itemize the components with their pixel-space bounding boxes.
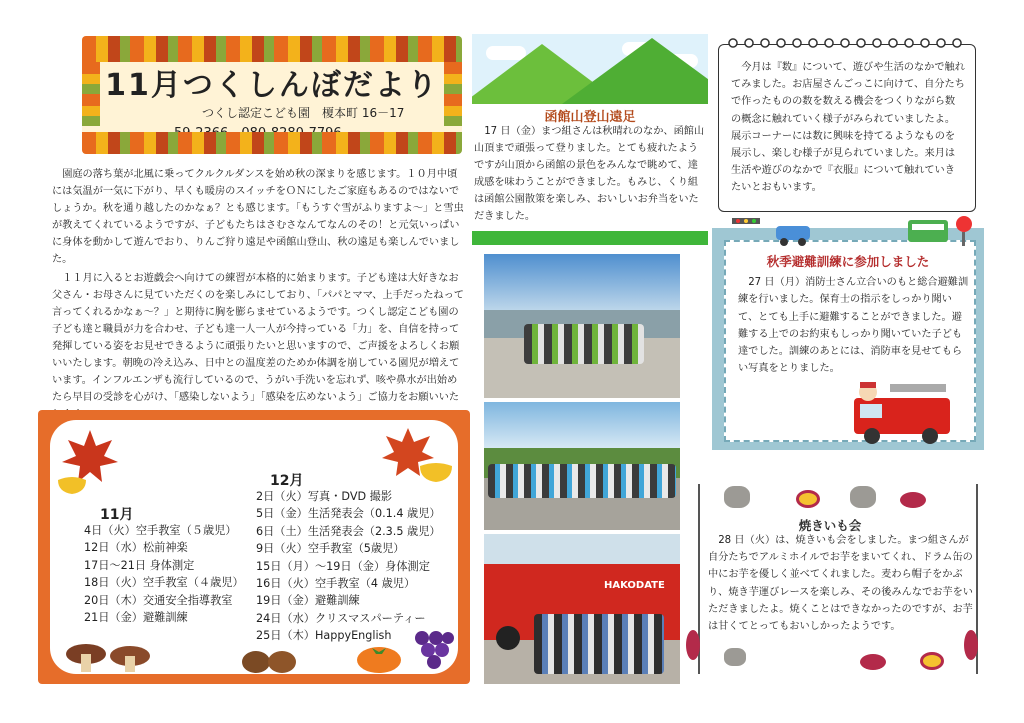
photo-fire-truck	[484, 534, 680, 684]
sweet-potato-icon	[900, 492, 926, 508]
green-divider	[472, 231, 708, 245]
sweet-potato-icon	[686, 630, 700, 660]
calendar-item: 19日（金）避難訓練	[256, 594, 360, 608]
evacuation-paragraph: 27 日（月）消防士さん立合いのもと総合避難訓練を行いました。保育士の指示をしっかり聞いて、とても上手に避難することができました。避難する上でのお約束もしっかり聞いていた子ども達でした。訓練のあとには、消防車を見せてもらい写真をとりました。	[738, 277, 969, 375]
calendar-item: 16日（火）空手教室（4 歳児）	[256, 577, 416, 591]
mushroom-icon	[64, 642, 154, 674]
november-events	[84, 522, 244, 626]
evacuation-title: 秋季避難訓練に参加しました	[766, 254, 930, 269]
calendar-inner	[50, 420, 458, 674]
mountain-banner	[472, 34, 708, 104]
ginkgo-leaf-icon	[54, 474, 90, 510]
main-paragraph-1: 園庭の落ち葉が北風に乗ってクルクルダンスを始め秋の深まりを感じます。１０月中頃には気温が一気に下がり、早くも暖房のスイッチをＯＮにしたご家庭もあるのではないでしょうか。秋を通り越したのかなぁ？とも感じます。「もうすぐ雪がふりますよ～」と雪虫が教えてくれているようですが、子どもたちはさむさなんてなんのその！と元気いっぱいに身体を動かして遊んでおり、りんご狩り遠足や函館山登山、秋の遠足も楽しんでいました。	[52, 169, 464, 265]
sweet-potato-title: 焼きいも会	[798, 518, 862, 533]
fire-truck-label: HAKODATE	[604, 580, 665, 591]
sweet-potato-icon	[860, 654, 886, 670]
calendar-item: 6日（土）生活発表会（2.3.5 歳児）	[256, 524, 441, 538]
calendar-item: 18日（火）空手教室（４歳児）	[84, 576, 244, 590]
grapes-icon	[410, 624, 454, 674]
hakodate-title: 函館山登山遠足	[544, 110, 636, 125]
persimmon-icon	[354, 642, 404, 674]
event-calendar	[38, 410, 470, 684]
evacuation-panel	[712, 228, 984, 450]
calendar-item: 24日（水）クリスマスパーティー	[256, 611, 426, 625]
photo-mountain-summit	[484, 254, 680, 398]
photo-group-park	[484, 402, 680, 530]
newsletter-title: 11月つくしんぼだより	[105, 68, 439, 103]
chestnut-icon	[240, 646, 300, 674]
autumn-leaves-border-top	[82, 36, 462, 62]
calendar-item: 25日（木）HappyEnglish	[256, 629, 392, 643]
sweet-potato-article	[708, 532, 974, 635]
hakodate-paragraph: 17 日（金）まつ組さんは秋晴れのなか、函館山山頂まで頑張って登りました。とても疲れたようですが山頂から函館の景色をみんなで眺めて、達成感を味わうことができました。もみじ、くり組は函館公園散策を楽しみ、おいしいお弁当をいただきました。	[474, 126, 705, 222]
main-article	[52, 166, 464, 425]
notebook-text	[731, 59, 965, 197]
sweet-potato-icon	[920, 652, 944, 670]
notebook-panel	[718, 44, 976, 212]
december-heading: 12月	[270, 473, 304, 489]
sweet-potato-icon	[796, 490, 820, 508]
calendar-item: 12日（水）松前神楽	[84, 541, 188, 555]
newsletter-header	[82, 36, 462, 154]
foil-potato-icon	[724, 486, 750, 508]
vehicles-illustration	[728, 214, 978, 248]
calendar-item: 5日（金）生活発表会（0.1.4 歳児）	[256, 507, 441, 521]
sweet-potato-paragraph: 28 日（火）は、焼きいも会をしました。まつ組さんが自分たちでアルミホイルでお芋をまいてくれ、ドラム缶の中にお芋を優しく並べてくれました。麦わら帽子をかぶり、焼き芋運びレースを楽しみ、その後みんなでお芋をいただきましたよ。焼くことはできなかったのですが、お芋は甘くてとってもおいしかったようです。	[708, 535, 973, 633]
autumn-leaves-border-bottom	[82, 132, 462, 154]
hakodate-article	[474, 123, 706, 225]
calendar-item: 2日（火）写真・DVD 撮影	[256, 490, 393, 503]
foil-potato-icon	[724, 648, 746, 666]
calendar-item: 21日（金）避難訓練	[84, 611, 188, 625]
calendar-item: 17日～21日 身体測定	[84, 558, 195, 572]
mountain-icon	[562, 38, 708, 104]
calendar-item: 9日（火）空手教室（5歳児）	[256, 542, 405, 556]
calendar-item: 20日（木）交通安全指導教室	[84, 593, 233, 607]
evacuation-article	[738, 274, 970, 378]
main-paragraph-2: １１月に入るとお遊戯会へ向けての練習が本格的に始まります。子ども達は大好きなお父さん・お母さんに見ていただくのを楽しみにしており、「パパとママ、上手だったねって言ってくれるかなぁ～？」と期待に胸を膨らませているようです。つくし認定こども園の子ども達と職員が力を合わせ、子ども達一人一人が今持っている「力」を、自信を持って発揮している姿をお見せできるように頑張りたいと思いますので、ご声援をよろしくお願いいたします。朝晩の冷え込み、日中との温度差のためか体調を崩している園児が増えています。インフルエンザも流行しているので、うがい手洗いを忘れず、咳や鼻水が出始めたら早目の受診を心がけ、「感染しないよう」「感染を広めないよう」ご協力をお願いいた	[52, 273, 464, 403]
school-address: つくし認定こども園 榎本町 16－17	[202, 106, 405, 120]
fire-engine-icon	[850, 378, 970, 446]
notebook-paragraph: 今月は『数』について、遊びや生活のなかで触れてみました。お店屋さんごっこに向けて、自分たちで作ったものの数を数える機会をつくりながら数の概念に触れていく様子がみられていましたよ。展示コーナーには数に興味を持てるようなものを展示し、楽しむ様子が見られていました。来月は生活や遊びのなかで『衣服』について触れていきたいとおもいます。	[731, 62, 965, 194]
calendar-item: 4日（火）空手教室（５歳児）	[84, 524, 237, 537]
spiral-binding	[727, 35, 967, 51]
calendar-item: 15日（月）～19日（金）身体測定	[256, 559, 430, 573]
november-heading: 11月	[100, 507, 134, 523]
foil-potato-icon	[850, 486, 876, 508]
december-events	[256, 488, 441, 645]
